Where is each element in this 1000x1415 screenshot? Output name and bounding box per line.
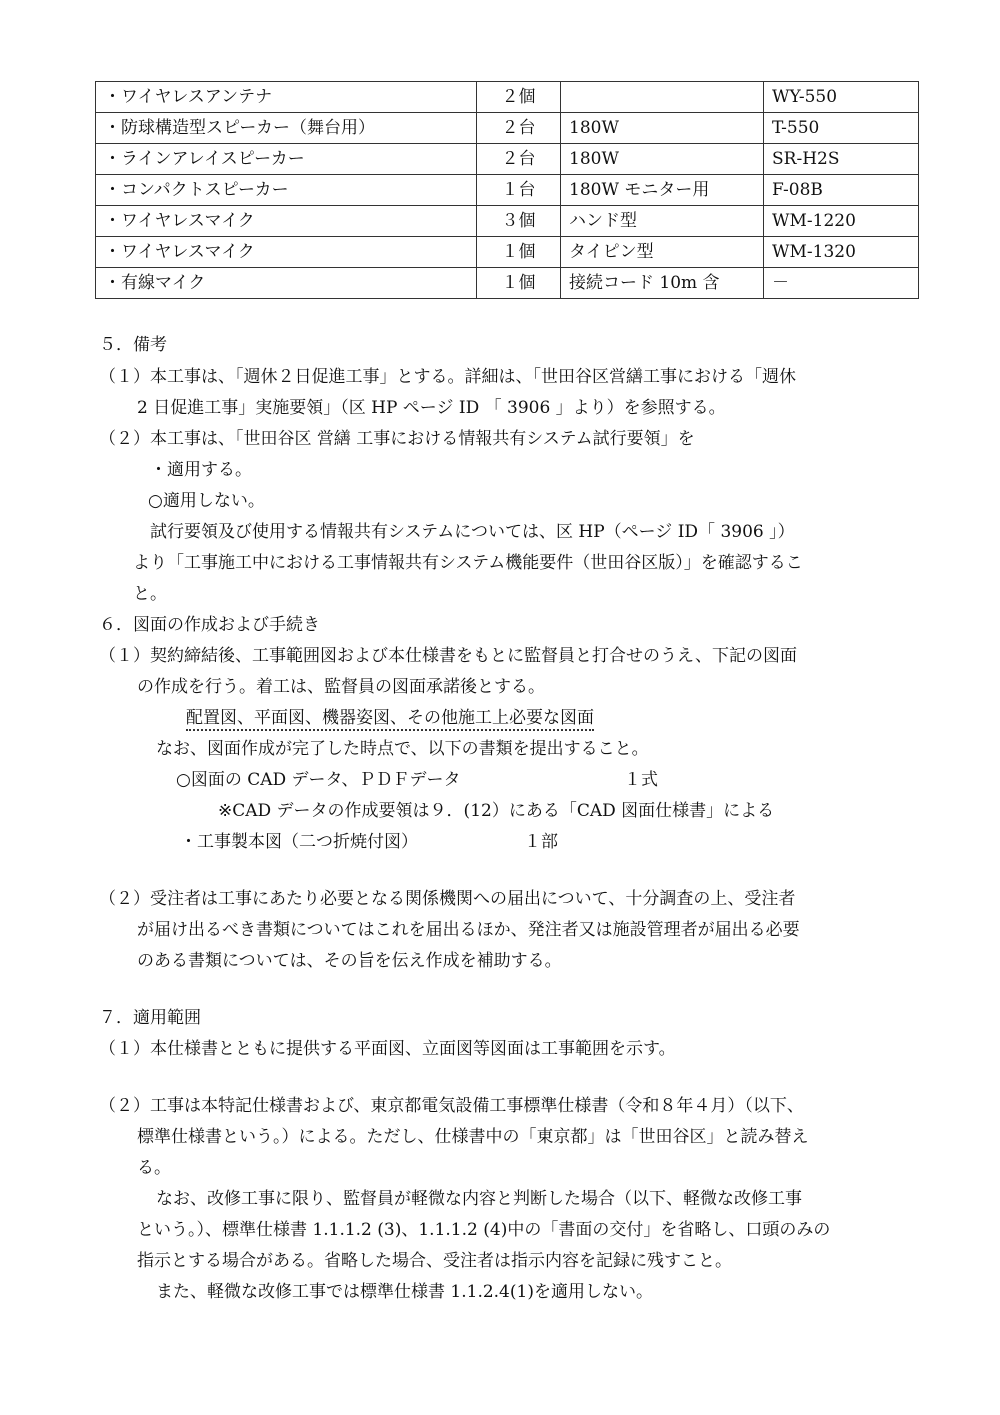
table-row: [96, 175, 919, 206]
table-row: [96, 206, 919, 237]
section-6-1-line1: （１）契約締結後、工事範囲図および本仕様書をもとに監督員と打合せのうえ、下記の図面: [99, 646, 798, 666]
spec-cell: 180W: [561, 113, 764, 144]
section-7-2-line2: 標準仕様書という。）による。ただし、仕様書中の「東京都」は「世田谷区」と読み替え: [137, 1127, 809, 1147]
qty-cell: ２個: [477, 82, 561, 113]
drawing-list-text: 配置図、平面図、機器姿図、その他施工上必要な図面: [186, 708, 594, 731]
item-cell: ・有線マイク: [96, 268, 477, 299]
table-row: [96, 82, 919, 113]
section-6-2-line2: が届け出るべき書類についてはこれを届出るほか、発注者又は施設管理者が届出る必要: [137, 920, 800, 940]
table-row: [96, 268, 919, 299]
section-7-2-line7: また、軽微な改修工事では標準仕様書 1.1.2.4(1)を適用しない。: [156, 1282, 653, 1302]
section-7-2-line3: る。: [137, 1158, 171, 1178]
item-cell: ・ワイヤレスマイク: [96, 206, 477, 237]
qty-cell: ３個: [477, 206, 561, 237]
model-cell: F-08B: [764, 175, 919, 206]
model-cell: T-550: [764, 113, 919, 144]
drawing-list: [186, 707, 594, 729]
section-5-heading: ５．備考: [99, 335, 167, 355]
section-5-2-line3: より「工事施工中における工事情報共有システム機能要件（世田谷区版）」を確認するこ: [133, 553, 803, 573]
section-5-2-line1: （２）本工事は、「世田谷区 営繕 工事における情報共有システム試行要領」を: [99, 429, 695, 449]
spec-cell: 180W: [561, 144, 764, 175]
spec-cell: 180W モニター用: [561, 175, 764, 206]
section-5-1-line1: （１）本工事は、「週休２日促進工事」とする。詳細は、「世田谷区営繕工事における「週休: [99, 367, 796, 387]
table-row: [96, 113, 919, 144]
section-5-1-line2: 2 日促進工事」実施要領」（区 HP ページ ID 「 3906 」より）を参照する。: [137, 398, 726, 418]
item-cell: ・ワイヤレスアンテナ: [96, 82, 477, 113]
section-5-2-line4: と。: [133, 584, 167, 604]
item-cell: ・ラインアレイスピーカー: [96, 144, 477, 175]
bound-drawing-qty: １部: [524, 832, 558, 852]
bound-drawing-item: ・工事製本図（二つ折焼付図）: [180, 832, 418, 852]
model-cell: WY-550: [764, 82, 919, 113]
cad-pdf-item: ○図面の CAD データ、ＰＤＦデータ: [176, 770, 461, 790]
section-6-1-line2: の作成を行う。着工は、監督員の図面承諾後とする。: [137, 677, 545, 697]
section-7-1: （１）本仕様書とともに提供する平面図、立面図等図面は工事範囲を示す。: [99, 1039, 676, 1059]
item-cell: ・ワイヤレスマイク: [96, 237, 477, 268]
section-6-heading: ６．図面の作成および手続き: [99, 615, 320, 635]
cad-pdf-qty: １式: [624, 770, 658, 790]
model-cell: WM-1220: [764, 206, 919, 237]
table-row: [96, 237, 919, 268]
option-not-apply: ○適用しない。: [148, 491, 265, 511]
equipment-table: [95, 81, 919, 299]
section-6-1-line3: なお、図面作成が完了した時点で、以下の書類を提出すること。: [156, 739, 649, 759]
spec-cell: 接続コード 10m 含: [561, 268, 764, 299]
qty-cell: １台: [477, 175, 561, 206]
section-7-2-line5: という。）、標準仕様書 1.1.1.2 (3)、1.1.1.2 (4)中の「書面の交付」を省略し、口頭のみの: [137, 1220, 831, 1240]
section-7-2-line1: （２）工事は本特記仕様書および、東京都電気設備工事標準仕様書（令和８年４月）（以下、: [99, 1096, 804, 1116]
section-7-2-line4: なお、改修工事に限り、監督員が軽微な内容と判断した場合（以下、軽微な改修工事: [156, 1189, 802, 1209]
spec-cell: [561, 82, 764, 113]
qty-cell: ２台: [477, 113, 561, 144]
spec-cell: ハンド型: [561, 206, 764, 237]
section-5-2-line2: 試行要領及び使用する情報共有システムについては、区 HP（ページ ID「 3906 」）: [150, 522, 795, 542]
item-cell: ・コンパクトスピーカー: [96, 175, 477, 206]
model-cell: －: [764, 268, 919, 299]
section-6-2-line3: のある書類については、その旨を伝え作成を補助する。: [137, 951, 562, 971]
model-cell: SR-H2S: [764, 144, 919, 175]
model-cell: WM-1320: [764, 237, 919, 268]
qty-cell: ２台: [477, 144, 561, 175]
qty-cell: １個: [477, 268, 561, 299]
table-row: [96, 144, 919, 175]
item-cell: ・防球構造型スピーカー（舞台用）: [96, 113, 477, 144]
qty-cell: １個: [477, 237, 561, 268]
option-apply: ・適用する。: [150, 460, 252, 480]
cad-note: ※CAD データの作成要領は９．(12）にある「CAD 図面仕様書」による: [218, 801, 775, 821]
section-6-2-line1: （２）受注者は工事にあたり必要となる関係機関への届出について、十分調査の上、受注者: [99, 889, 796, 909]
spec-cell: タイピン型: [561, 237, 764, 268]
section-7-2-line6: 指示とする場合がある。省略した場合、受注者は指示内容を記録に残すこと。: [137, 1251, 732, 1271]
section-7-heading: ７．適用範囲: [99, 1008, 201, 1028]
